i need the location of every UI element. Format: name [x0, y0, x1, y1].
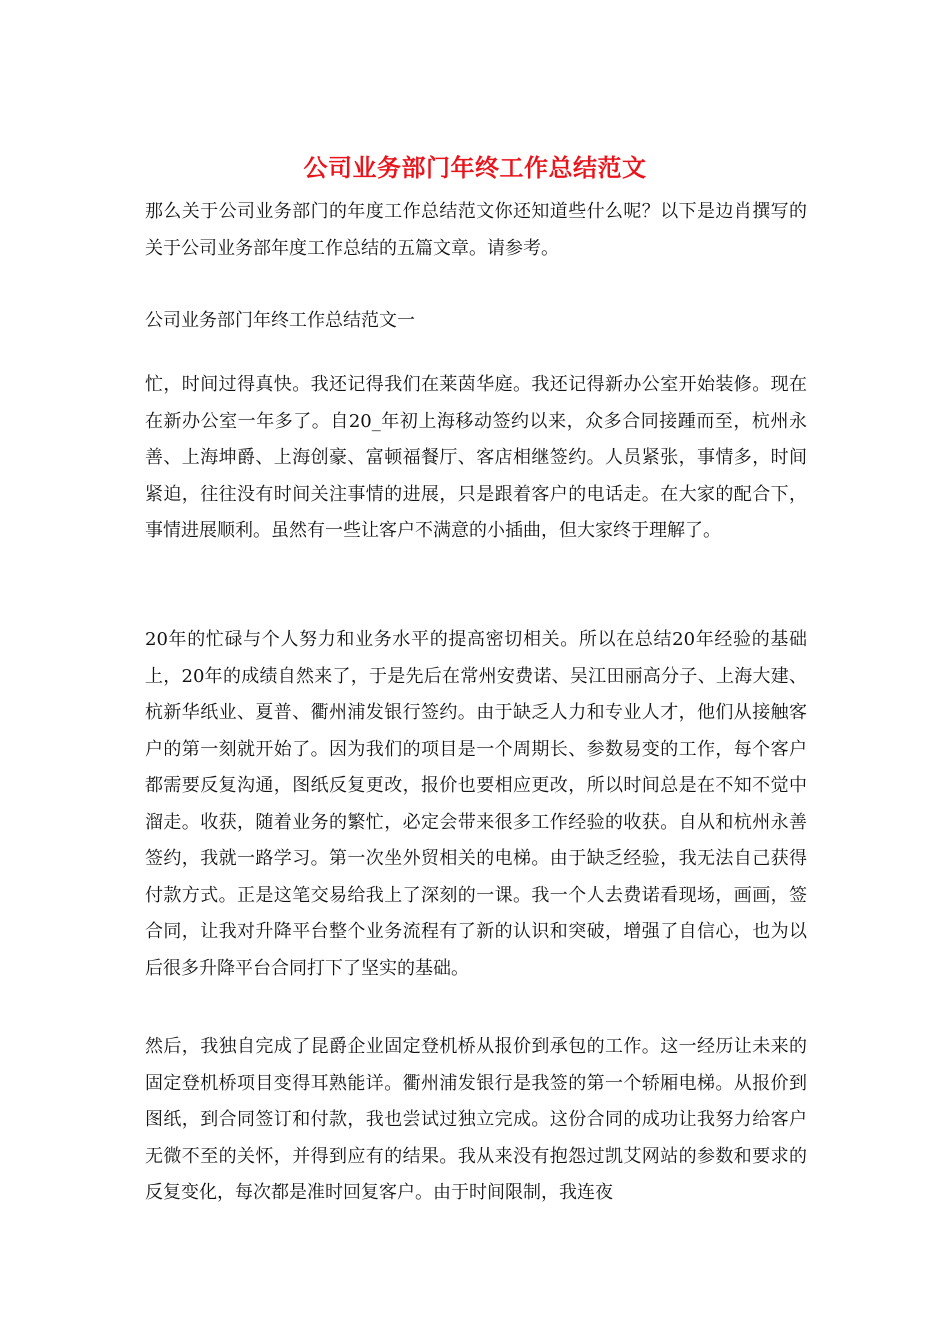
- body-paragraph-2: 20年的忙碌与个人努力和业务水平的提高密切相关。所以在总结20年经验的基础上，20年的成绩自然来了，于是先后在常州安费诺、吴江田丽高分子、上海大建、杭新华纸业、夏普、衢州浦发银行签约。由于缺乏人力和专业人才，他们从接触客户的第一刻就开始了。因为我们的项目是一个周期长、参数易变的工作，每个客户都需要反复沟通，图纸反复更改，报价也要相应更改，所以时间总是在不知不觉中溜走。收获，随着业务的繁忙，必定会带来很多工作经验的收获。自从和杭州永善签约，我就一路学习。第一次坐外贸相关的电梯。由于缺乏经验，我无法自己获得付款方式。正是这笔交易给我上了深刻的一课。我一个人去费诺看现场，画画，签合同，让我对升降平台整个业务流程有了新的认识和突破，增强了自信心，也为以后很多升降平台合同打下了坚实的基础。: [145, 629, 807, 979]
- body-paragraph-3: 然后，我独自完成了昆爵企业固定登机桥从报价到承包的工作。这一经历让未来的固定登机桥项目变得耳熟能详。衢州浦发银行是我签的第一个轿厢电梯。从报价到图纸，到合同签订和付款，我也尝试过独立完成。这份合同的成功让我努力给客户无微不至的关怀，并得到应有的结果。我从来没有抱怨过凯艾网站的参数和要求的反复变化，每次都是准时回复客户。由于时间限制，我连夜: [145, 1036, 807, 1203]
- intro-paragraph: 那么关于公司业务部门的年度工作总结范文你还知道些什么呢？以下是边肖撰写的关于公司业务部年度工作总结的五篇文章。请参考。: [145, 201, 807, 259]
- section-heading: 公司业务部门年终工作总结范文一: [145, 310, 415, 331]
- document-title: 公司业务部门年终工作总结范文: [303, 153, 647, 182]
- body-paragraph-1: 忙，时间过得真快。我还记得我们在莱茵华庭。我还记得新办公室开始装修。现在在新办公室一年多了。自20_年初上海移动签约以来，众多合同接踵而至，杭州永善、上海坤爵、上海创豪、富顿福餐厅、客店相继签约。人员紧张，事情多，时间紧迫，往往没有时间关注事情的进展，只是跟着客户的电话走。在大家的配合下，事情进展顺利。虽然有一些让客户不满意的小插曲，但大家终于理解了。: [145, 374, 807, 541]
